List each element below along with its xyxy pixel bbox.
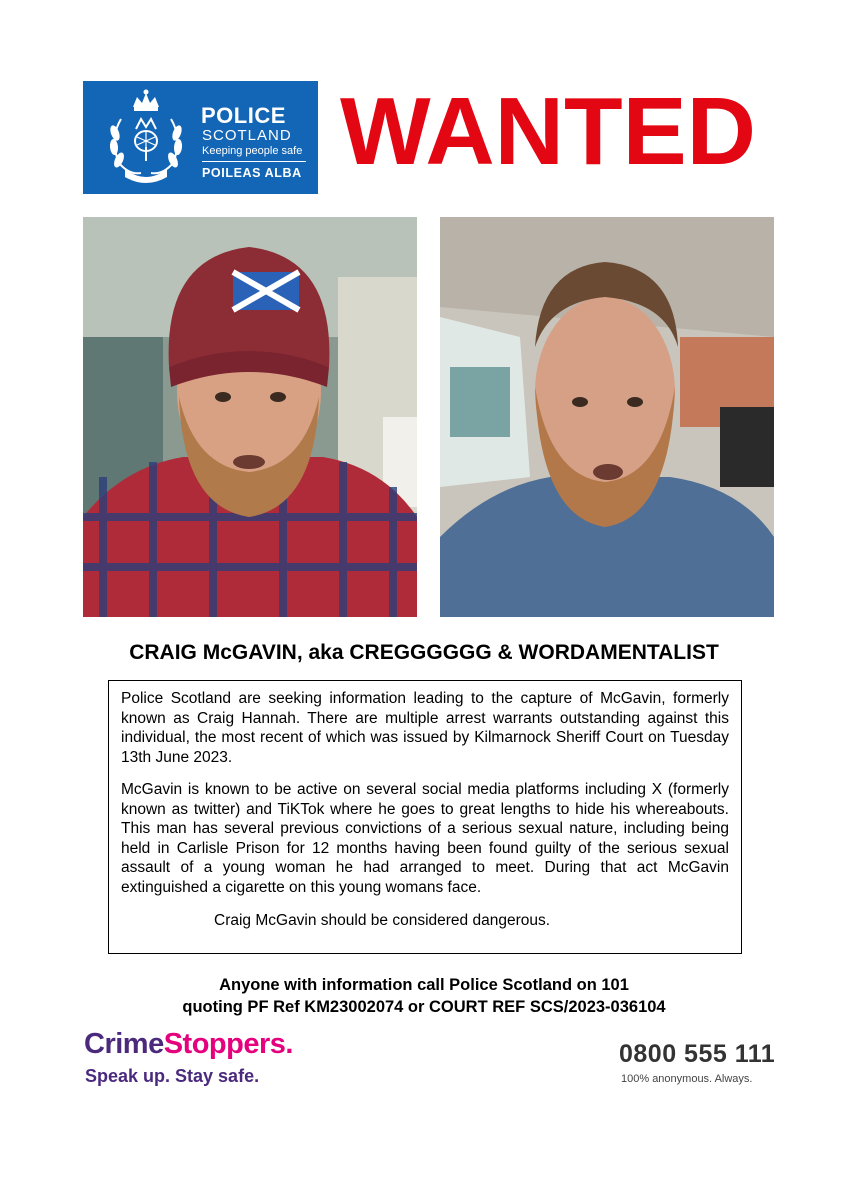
suspect-photo-1 <box>83 217 417 617</box>
police-crest-icon <box>101 89 191 185</box>
info-paragraph-2: McGavin is known to be active on several social media platforms including X (formerly known as twitter) and TiKTok where he goes to great lengths to hide his whereabouts. This man has several previous convictions of a serious sexual nature, including being held in Carlisle Prison for 12 months having been found guilty of the serious sexual assault of a young woman he had arranged to meet. During that act McGavin extinguished a cigarette on this young womans face. <box>121 781 729 896</box>
wanted-headline: WANTED <box>340 78 756 185</box>
logo-scotland-text: SCOTLAND <box>202 127 292 144</box>
logo-divider <box>202 161 306 162</box>
police-scotland-logo <box>83 81 318 194</box>
subject-name-heading: CRAIG McGAVIN, aka CREGGGGGG & WORDAMENTALIST <box>129 641 719 664</box>
contact-instructions <box>0 974 848 1018</box>
logo-gaelic-text: POILEAS ALBA <box>202 166 302 180</box>
crimestoppers-brand-crime: Crime <box>84 1028 164 1060</box>
crimestoppers-brand-stoppers: Stoppers. <box>163 1028 293 1060</box>
suspect-photo-2 <box>440 217 774 617</box>
danger-warning: Craig McGavin should be considered dangerous. <box>214 912 551 929</box>
crimestoppers-phone: 0800 555 111 <box>619 1040 776 1068</box>
information-box <box>108 680 742 954</box>
contact-line-1: Anyone with information call Police Scotland on 101 <box>219 976 629 994</box>
logo-police-text: POLICE <box>201 103 286 128</box>
crimestoppers-tagline: Speak up. Stay safe. <box>85 1066 260 1086</box>
info-paragraph-1: Police Scotland are seeking information leading to the capture of McGavin, formerly known as Craig Hannah. There are multiple arrest warrants outstanding against this individual, the most recent of which was issued by Kilmarnock Sheriff Court on Tuesday 13th June 2023. <box>121 690 729 766</box>
contact-line-2: quoting PF Ref KM23002074 or COURT REF SCS/2023-036104 <box>182 998 666 1016</box>
logo-slogan: Keeping people safe <box>202 145 303 157</box>
crimestoppers-logo <box>84 1028 293 1061</box>
crimestoppers-anonymous-note: 100% anonymous. Always. <box>621 1073 753 1085</box>
